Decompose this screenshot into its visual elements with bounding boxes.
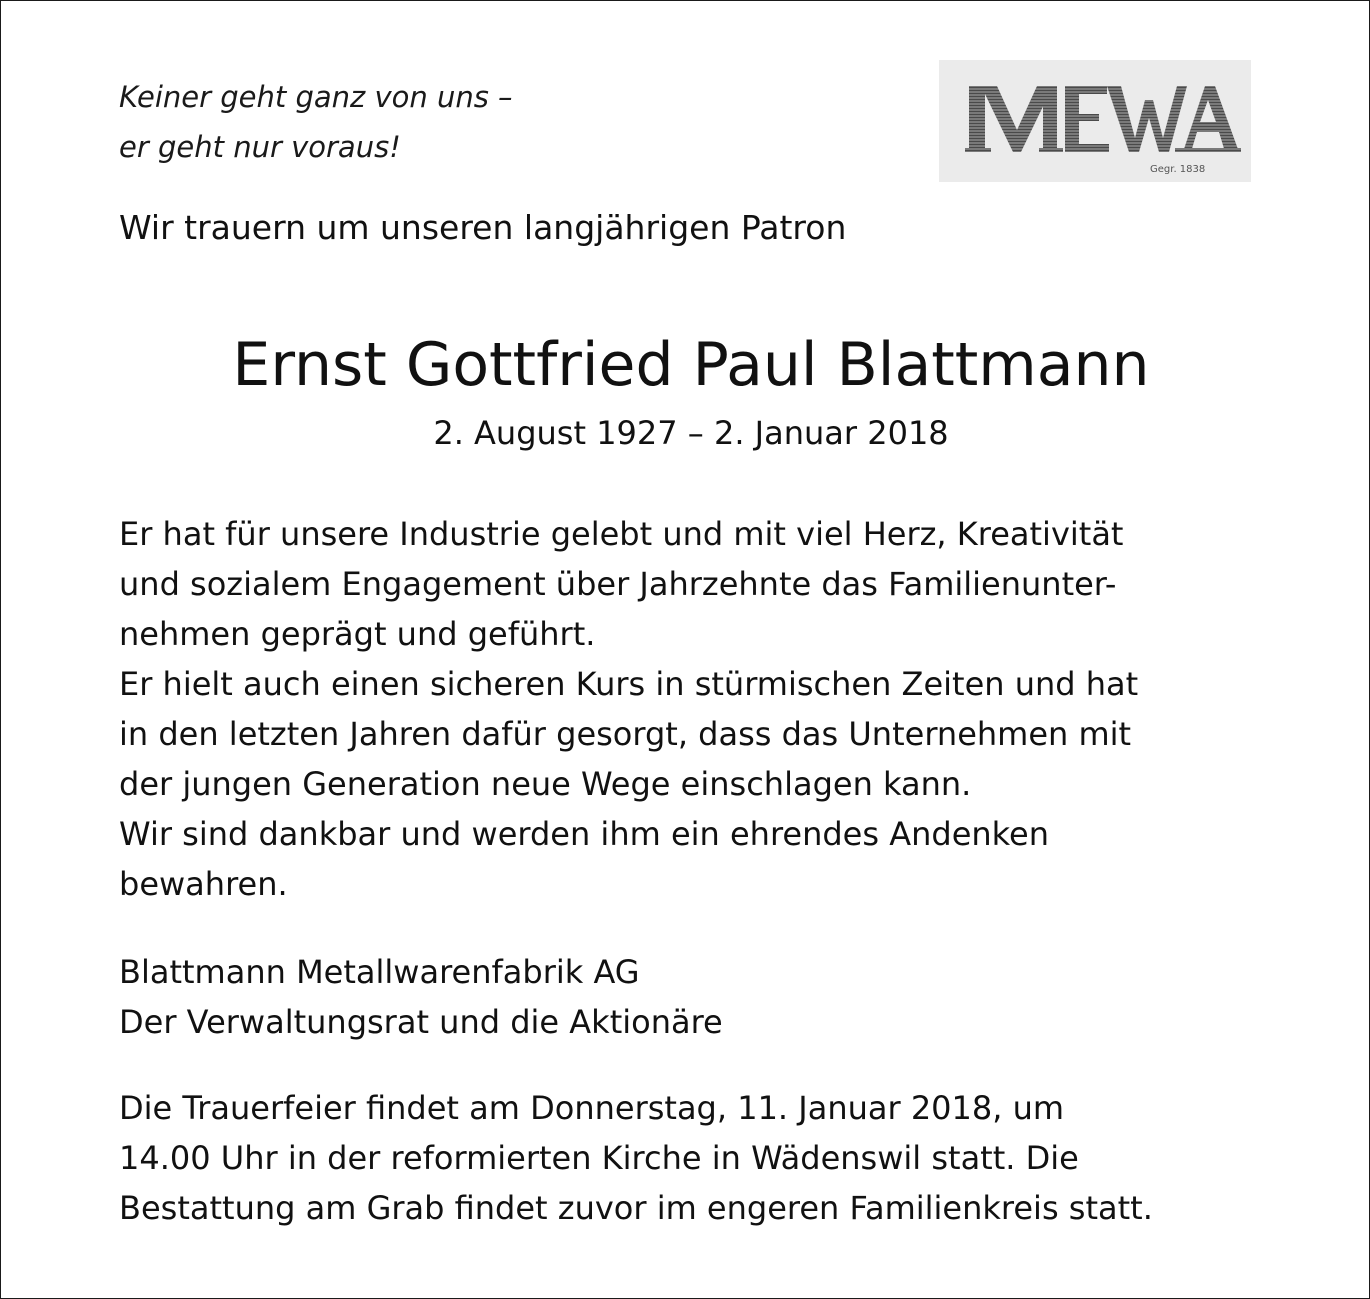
tribute-line: in den letzten Jahren dafür gesorgt, dass das Unternehmen mit <box>119 715 1132 753</box>
logo-graphic <box>939 60 1251 182</box>
motto-line: Keiner geht ganz von uns – <box>119 80 513 114</box>
funeral-line: Die Trauerfeier findet am Donnerstag, 11. Januar 2018, um <box>119 1089 1065 1127</box>
tribute-text <box>119 509 1138 909</box>
logo-founded: Gegr. 1838 <box>1150 164 1206 175</box>
logo-letter-w <box>1107 86 1187 152</box>
signature-block <box>119 947 723 1047</box>
tribute-line: Er hielt auch einen sicheren Kurs in stürmischen Zeiten und hat <box>119 665 1139 703</box>
deceased-name: Ernst Gottfried Paul Blattmann <box>232 330 1150 400</box>
tribute-line: bewahren. <box>119 865 288 903</box>
tribute-line: Er hat für unsere Industrie gelebt und mit viel Herz, Kreativität <box>119 515 1124 553</box>
funeral-details <box>119 1083 1153 1233</box>
company-logo <box>939 60 1251 182</box>
tribute-line: der jungen Generation neue Wege einschlagen kann. <box>119 765 972 803</box>
tribute-line: und sozialem Engagement über Jahrzehnte das Familienunter- <box>119 565 1117 603</box>
deceased-dates: 2. August 1927 – 2. Januar 2018 <box>433 414 949 452</box>
funeral-line: 14.00 Uhr in der reformierten Kirche in Wädenswil statt. Die <box>119 1139 1079 1177</box>
motto <box>119 72 513 172</box>
tribute-line: nehmen geprägt und geführt. <box>119 615 596 653</box>
logo-letter-e <box>1065 86 1109 152</box>
intro-text: Wir trauern um unseren langjährigen Patron <box>119 208 847 247</box>
funeral-line: Bestattung am Grab findet zuvor im engeren Familienkreis statt. <box>119 1189 1153 1227</box>
company-name: Blattmann Metallwarenfabrik AG <box>119 953 640 991</box>
motto-line: er geht nur voraus! <box>119 130 401 164</box>
board-line: Der Verwaltungsrat und die Aktionäre <box>119 1003 723 1041</box>
tribute-line: Wir sind dankbar und werden ihm ein ehrendes Andenken <box>119 815 1050 853</box>
logo-letter-a <box>1175 86 1241 152</box>
logo-letter-m <box>965 86 1063 152</box>
